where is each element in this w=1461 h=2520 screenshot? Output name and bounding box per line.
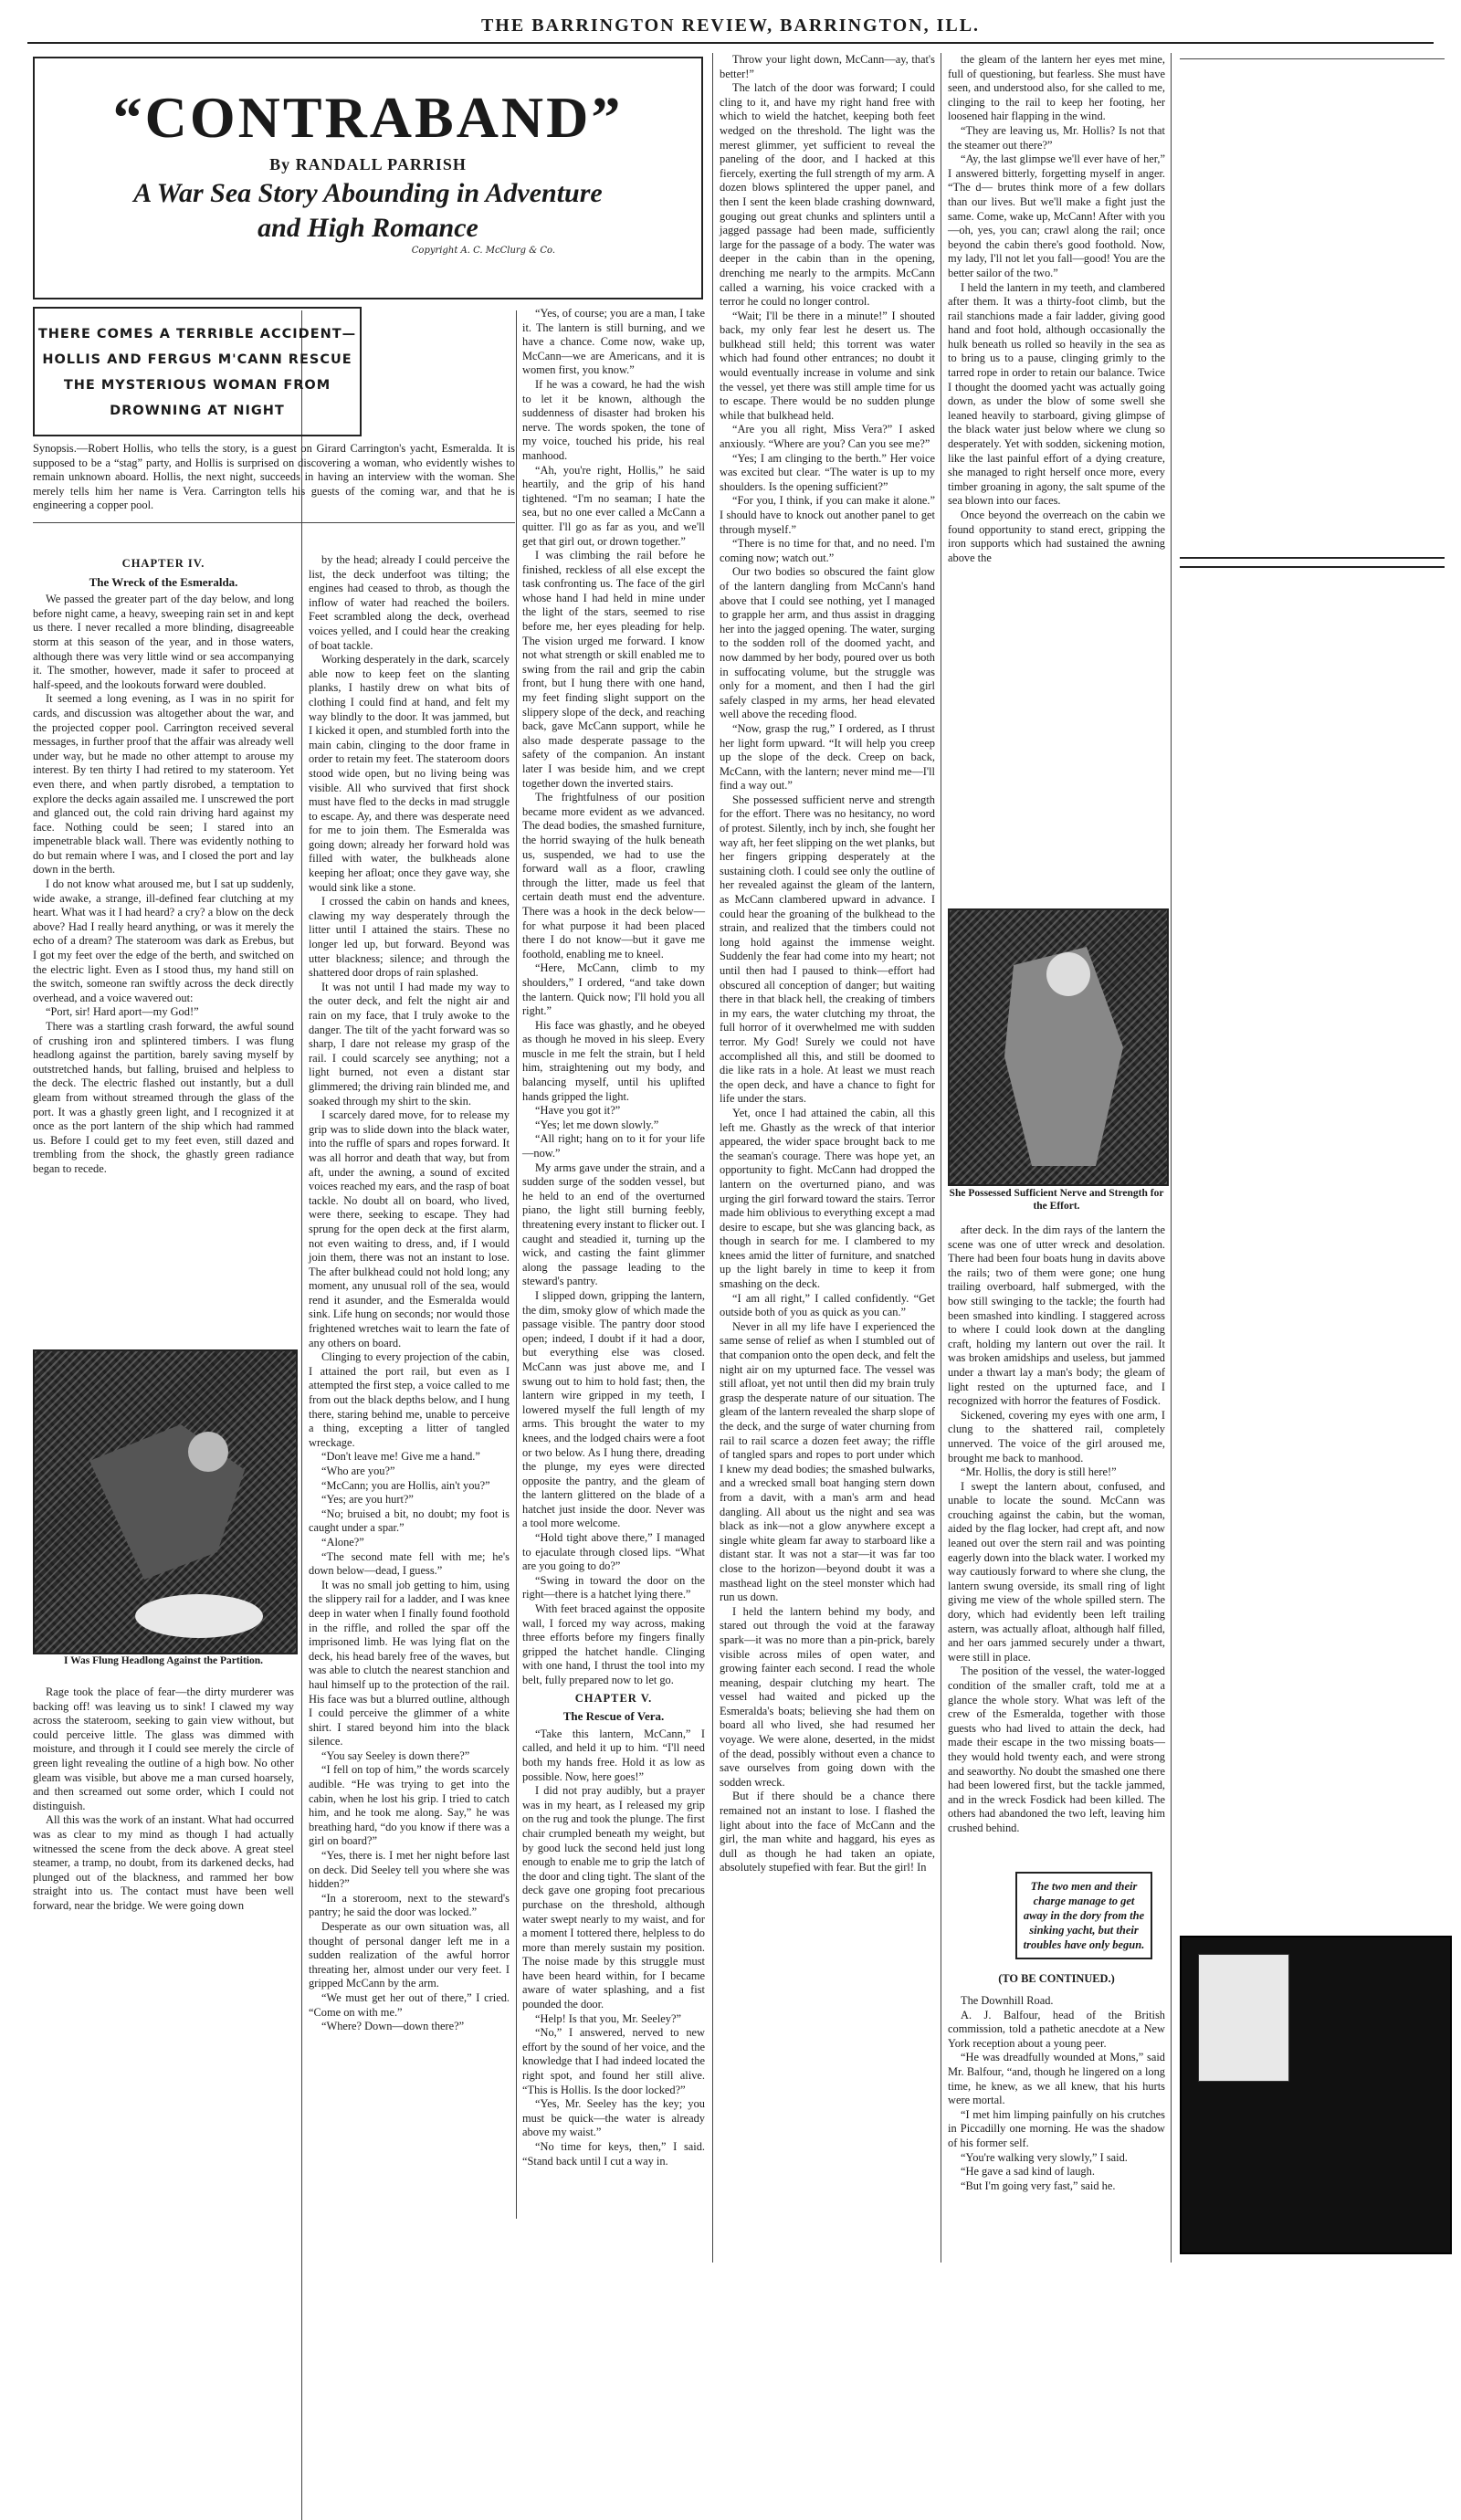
column-5	[948, 53, 1165, 565]
paragraph: A. J. Balfour, head of the British commission, told a pathetic anecdote at a New York reception about a young peer.	[948, 2008, 1165, 2050]
paragraph: “You say Seeley is down there?”	[321, 1748, 470, 1762]
story-copyright: Copyright A. C. McClurg & Co.	[411, 246, 555, 256]
story-title: “CONTRABAND”	[112, 85, 624, 150]
paragraph: Once beyond the overreach on the cabin we found opportunity to stand erect, gripping the iron supports which had sustained the awning above the	[948, 509, 1165, 564]
column-1-body	[33, 593, 294, 1176]
illustration-figure-icon	[950, 910, 1167, 1184]
paragraph: “Are you all right, Miss Vera?” I asked anxiously. “Where are you? Can you see me?”	[720, 423, 935, 451]
column-5c	[948, 1994, 1165, 2193]
paragraph: “Hold tight above there,” I managed to ejaculate through closed lips. “What are you going to do?”	[522, 1531, 705, 1573]
paragraph: “Yes; I am clinging to the berth.” Her voice was excited but clear. “The water is up to my shoulders. Is the opening sufficient?”	[720, 451, 935, 493]
paragraph: The latch of the door was forward; I could cling to it, and have my right hand free with which to wield the hatchet, keeping both feet wedged on the threshold. The light was the merest glimmer, yet sufficient to reveal the paneling of the door, and I hacked at this fiercely, exerting the full strength of my arm. A dozen blows splintered the upper panel, and then I sent the keen blade crashing downward, gouging out great chunks and splinters until a jagged passage had been made, sufficiently large for the passage of a body. The water was deeper in the cabin than in the opening, drenching me nearly to the armpits. McCann called a warning, his voice cracked with a terror he could no longer control.	[720, 81, 935, 309]
paragraph: “Have you got it?”	[535, 1104, 621, 1118]
story-headline: THERE COMES A TERRIBLE ACCIDENT—HOLLIS AND FERGUS M'CANN RESCUE THE MYSTERIOUS WOMAN FROM DROWNING AT NIGHT	[33, 307, 362, 436]
paragraph: The Downhill Road.	[961, 1994, 1054, 2007]
paragraph: The position of the vessel, the water-logged condition of the smaller craft, told me at a glance the whole story. What was left of the crew of the Esmeralda, together with those guests who had lived to attain the deck, had made their escape in the two missing boats—they would hold twenty each, and were strong and seaworthy. No doubt the smashed one there had been lowered first, but the tackle jammed, and in the wreck Fosdick had been killed. The others had abandoned the two left, leaving him crushed behind.	[948, 1664, 1165, 1834]
column-1b	[33, 1685, 294, 1914]
paragraph: “McCann; you are Hollis, ain't you?”	[321, 1478, 490, 1492]
paragraph: Rage took the place of fear—the dirty murderer was backing off! was leaving us to sink! I clawed my way across the stateroom, seeking to gain view without, but could perceive little. The glass was dimmed with moisture, and through it I could see merely the circle of green light revealing the outline of a high bow. No other gleam was visible, but above me a man cursed hoarsely, and then screamed out some order, which I could not distinguish.	[33, 1685, 294, 1812]
column-5b	[948, 1223, 1165, 1836]
paragraph: “Ay, the last glimpse we'll ever have of her,” I answered bitterly, forgetting myself in anger. “The d— brutes think more of a few dollars than our lives. But we'll make a fight just the same. Come, wake up, McCann! After with you—oh, yes, you can; crawl along the rail; once beyond the cabin there's good foothold. Now, my lady, I'll not let you fall—good! You are the better sailor of the two.”	[948, 152, 1165, 279]
paragraph: But if there should be a chance there remained not an instant to lose. I flashed the light about into the face of McCann and the girl, the man white and haggard, his eyes as dull as though he had taken an opiate, absolutely stupefied with fear. But the girl! In	[720, 1790, 935, 1874]
column-2-body	[309, 553, 510, 2034]
column-1b-body	[33, 1685, 294, 1914]
illustration-sufficient-nerve	[948, 908, 1169, 1186]
paragraph: I scarcely dared move, for to release my grip was to slide down into the black water, into the ruffle of spars and ropes forward. It was all horror and death that way, but from aft, under the awning, a sound of excited voices reached my ears, and the rasp of boat tackle. No doubt all on board, who lived, were there, seeking to escape. They had sprung for the open deck at the first alarm, not even waiting to dress, and, if I would join them, there was not an instant to lose. The after bulkhead could not hold long; any moment, any unusual roll of the sea, would rend it asunder, and the Esmeralda would sink. Life hung on seconds; nor would those frightened wretches wait to learn the fate of any others on board.	[309, 1108, 510, 1349]
paragraph: “Now, grasp the rug,” I ordered, as I thrust her light form upward. “It will help you creep up the slope of the deck. Creep on back, McCann, with the lantern; never mind me—I'll find a way out.”	[720, 721, 935, 793]
masthead-title: THE BARRINGTON REVIEW, BARRINGTON, ILL.	[480, 15, 981, 36]
column-3b-body	[522, 1727, 705, 2168]
paragraph: It was no small job getting to him, using the slippery rail for a ladder, and I was knee deep in water when I finally found foothold in the riffle, and rolled the spar off the imprisoned limb. He was lying flat on the deck, his head barely free of the waves, but was able to clutch the nearest stanchion and haul himself up to the protection of the rail. His face was but a blurred outline, although I could perceive the glimmer of a white shirt. I stared beyond him into the black silence.	[309, 1578, 510, 1748]
paragraph: by the head; already I could perceive the list, the deck underfoot was tilting; the engines had ceased to throb, as though the inflow of water had reached the boilers. Feet scrambled along the deck, overhead voices yelled, and I could hear the creaking of boat tackle.	[309, 553, 510, 652]
paragraph: “I met him limping painfully on his crutches in Piccadilly one morning. He was the shadow of his former self.	[948, 2107, 1165, 2149]
paragraph: “Alone?”	[321, 1535, 364, 1549]
paragraph: the gleam of the lantern her eyes met mine, full of questioning, but fearless. She must have seen, and understood also, for she called to me, clinging to the rail to keep her footing, her loosened hair flapping in the wind.	[948, 53, 1165, 123]
paragraph: “We must get her out of there,” I cried. “Come on with me.”	[309, 1990, 510, 2019]
paragraph: It was not until I had made my way to the outer deck, and felt the night air and rain on my face, that I truly awoke to the danger. The tilt of the yacht forward was so sharp, I dare not release my grasp of the rail. I could scarcely see anything; not a light burned, not even a distant star glimmered; the driving rain blinded me, and soaked through my shirt to the skin.	[309, 980, 510, 1108]
column-5b-body	[948, 1223, 1165, 1836]
paragraph: I did not pray audibly, but a prayer was in my heart, as I released my grip on the rug and took the plunge. The first chair crumpled beneath my weight, but by good luck the second held just long enough to enable me to grip the latch of the door and cling tight. The slant of the deck gave one groping foot precarious purchase on the threshold, although water swept nearly to my waist, and for a moment I tottered there, helpless to do more than merely sustain my position. The noise made by this struggle must have been heard within, for I became aware of water splashing, and a fist pounded the door.	[522, 1784, 705, 2011]
paragraph: “In a storeroom, next to the steward's pantry; he said the door was locked.”	[309, 1891, 510, 1919]
synopsis: Synopsis.—Robert Hollis, who tells the story, is a guest on Girard Carrington's yacht, Esmeralda. It is supposed to be a “stag” party, and Hollis is surprised on discovering a woman, who evidently wishes to remain unknown aboard. Hollis, the next night, succeeds in having an interview with the woman. She merely tells him her name is Vera. Carrington tells his guests of the coming war, and that he is engineering a copper pool.	[33, 442, 515, 523]
paragraph: “He gave a sad kind of laugh.	[961, 2165, 1095, 2179]
paragraph: “Yes; let me down slowly.”	[535, 1118, 659, 1131]
paragraph: All this was the work of an instant. What had occurred was as clear to my mind as though I had actually witnessed the scene from the deck above. A great steel steamer, a tramp, no doubt, from its darkened decks, had plunged out of the blackness, and rammed her bow straight into us. The contact must have been well forward, near the bridge. We were going down	[33, 1813, 294, 1912]
story-subtitle-2: and High Romance	[258, 213, 478, 243]
paragraph: “Don't leave me! Give me a hand.”	[321, 1450, 480, 1464]
paragraph: The frightfulness of our position became more evident as we advanced. The dead bodies, the smashed furniture, the horrid swaying of the hulk beneath us, suspended, we had to use the forward wall as a floor, crawling through the litter, made us feel that certain death must end the adventure. There was a hook in the deck below—for what purpose it had been placed there I do not know—but it gave me foothold, enabling me to kneel.	[522, 791, 705, 961]
paragraph: after deck. In the dim rays of the lantern the scene was one of utter wreck and desolation. There had been four boats hung in davits above the rails; two of them were gone; one hung trailing overboard, half submerged, with the bow still swinging to the tackle; the fourth had been smashed into kindling. I staggered across to where I could look down at the dangling craft, holding my lantern out over the rail. It was broken amidships and useless, but jammed under a thwart lay a man's body; the gleam of light rested on the upturned face, and I recognized with horror the features of Fosdick.	[948, 1223, 1165, 1408]
masthead	[27, 9, 1434, 44]
chapter-5-title: The Rescue of Vera.	[562, 1709, 665, 1724]
chapter-5-heading: CHAPTER V.	[574, 1691, 653, 1705]
paragraph: “But I'm going very fast,” said he.	[961, 2179, 1116, 2192]
paragraph: “All right; hang on to it for your life—now.”	[522, 1132, 705, 1160]
paragraph: Never in all my life have I experienced the same sense of relief as when I stumbled out of that companion onto the open deck, and felt the night air on my upturned face. The vessel was still afloat, yet not until then did my brain truly grasp the desperate nature of our situation. The gleam of the lantern revealed the sharp slope of the deck, and the surge of water churning from rail to rail scarce a dozen feet away; the riffle of tangled spars and ropes to port under which I knew my dead bodies; the smashed bulwarks, and a wrecked small boat hanging stern down from a davit, with a man's arm and head dangling. All about us the night and sea was black as ink—not a glow anywhere except a single white gleam far away to starboard like a distant star. It was not a star—it was far too close to the horizon—beyond doubt it was a masthead light on the steel monster which had run us down.	[720, 1319, 935, 1604]
paragraph: “Wait; I'll be there in a minute!” I shouted back, my only fear lest he desert us. The bulkhead still held; this torrent was water which had found other entrances; no doubt it would eventually increase in volume and sink the vessel, yet there was still ample time for us to escape. There would be no sudden plunge while that bulkhead held.	[720, 309, 935, 422]
paragraph: I held the lantern in my teeth, and clambered after them. It was a thirty-foot climb, but the rail stanchions made a fair ladder, giving good hand and foot hold, although occasionally the hulk beneath us rolled so heavily in the sea as to bring us to a pause, clinging grimly to the tarred rope in order to retain our balance. Twice I thought the doomed yacht was actually going down, as under the blow of some swell she leaned heavily to starboard, giving glimpse of the black water just below where we clung so desperately. Yet with sodden, sickening motion, like the last painful effort of a dying creature, she managed to right herself once more, every timber groaning in agony, the salt spume of the sea blown into our faces.	[948, 280, 1165, 508]
paragraph: “The second mate fell with me; he's down below—dead, I guess.”	[309, 1549, 510, 1578]
paragraph: My arms gave under the strain, and a sudden surge of the sodden vessel, but he held to an end of the overturned piano, the light still burning feebly, threatening every instant to flicker out. I caught and steadied it, turning up the wick, and casting the faint glimmer along the passage leading to the steward's pantry.	[522, 1160, 705, 1288]
paragraph: We passed the greater part of the day below, and long before night came, a heavy, sweeping rain set in and kept us there. I never recalled a more blinding, disagreeable storm at this season of the year, and in those waters, although there was very little wind or sea accompanying it. The smother, however, made it safer to proceed at half-speed, and the lookouts forward were doubled.	[33, 593, 294, 691]
paragraph: “Yes, of course; you are a man, I take it. The lantern is still burning, and we have a chance. Come now, wake up, McCann—we are Americans, and it is women first, you know.”	[522, 307, 705, 377]
paragraph: “I fell on top of him,” the words scarcely audible. “He was trying to get into the cabin, when he lost his grip. I tried to catch him, and he took me along. Say,” he was breathing hard, “do you know if there was a girl on board?”	[309, 1763, 510, 1848]
paragraph: “Mr. Hollis, the dory is still here!”	[961, 1465, 1117, 1479]
paragraph: “He was dreadfully wounded at Mons,” said Mr. Balfour, “and, though he lingered on a long time, he knew, as we all knew, that his hurts were mortal.	[948, 2051, 1165, 2107]
paragraph: I swept the lantern about, confused, and unable to locate the sound. McCann was crouching against the cabin, but the woman, aided by the flag locker, had crept aft, and now leaned out over the stern rail and was pointing eagerly down into the black water. I worked my way cautiously forward to where she clung, the lantern swung overside, its small ring of light giving me view of the whole spilled stern. The dory, which had evidently been left trailing astern, was actually afloat, although half filled, and her oars jammed securely under a thwart, were still in place.	[948, 1479, 1165, 1664]
paragraph: “Yes, there is. I met her night before last on deck. Did Seeley tell you where she was hidden?”	[309, 1849, 510, 1891]
paragraph: “Yes; are you hurt?”	[321, 1493, 414, 1507]
illustration-figure-icon	[35, 1351, 296, 1653]
paragraph: “No time for keys, then,” I said. “Stand back until I cut a way in.	[522, 2140, 705, 2168]
paragraph: “Port, sir! Hard aport—my God!”	[46, 1005, 199, 1019]
paragraph: “Here, McCann, climb to my shoulders,” I ordered, “and take down the lantern. Quick now; I'll hold you all right.”	[522, 961, 705, 1018]
paragraph: His face was ghastly, and he obeyed as though he moved in his sleep. Every muscle in me felt the strain, but I held him, straightening out my body, and balancing myself, until his uplifted hands gripped the light.	[522, 1018, 705, 1103]
illustration-flung-headlong	[33, 1349, 298, 1654]
paragraph: Sickened, covering my eyes with one arm, I clung to the shattered rail, completely unnerved. The voice of the girl aroused me, brought me back to manhood.	[948, 1408, 1165, 1465]
ad-asthma	[1180, 53, 1445, 59]
story-byline: By RANDALL PARRISH	[269, 155, 467, 173]
paragraph: I held the lantern behind my body, and stared out through the void at the faraway spark—it was no more than a pin-prick, barely visible across miles of open water, and growing fainter each second. I read the whole meaning, despair clutching my heart. The vessel had waited and picked up the Esmeralda's boats; believing she had them on board all who lived, she had resumed her voyage. We were alone, deserted, in the midst of the dead, possibly without even a chance to save ourselves from going down with the sodden wreck.	[720, 1604, 935, 1789]
paragraph: There was a startling crash forward, the awful sound of crushing iron and splintered timbers. I was flung headlong against the partition, barely saving myself by outstretched hands, but falling, bruised and helpless to the deck. The electric flashed out instantly, but a dull gleam from without streamed through the glass of the port. It was a ghastly green light, and I recognized it at once as the port lantern of the ship which had rammed us. Before I could get to my feet even, still dazed and trembling from the shock, the ghastly green radiance began to recede.	[33, 1020, 294, 1175]
boxed-note: The two men and their charge manage to get away in the dory from the sinking yacht, but their troubles have only begun.	[1015, 1872, 1152, 1959]
column-4-body	[720, 53, 935, 1875]
column-rule	[301, 310, 302, 2520]
paragraph: If he was a coward, he had the wish to let it be known, although the suddenness of disaster had broken his nerve. The words spoken, the tone of my voice, touched his pride, his real manhood.	[522, 377, 705, 462]
paragraph: “Where? Down—down there?”	[321, 2020, 465, 2033]
to-be-continued: (TO BE CONTINUED.)	[998, 1972, 1115, 1985]
paragraph: With feet braced against the opposite wall, I forced my way across, making three efforts before my fingers finally gripped the hatchet handle. Clinging with one hand, I thrust the tool into my belt, fully prepared now to let go.	[522, 1602, 705, 1686]
column-rule	[1171, 53, 1172, 2263]
paragraph: It seemed a long evening, as I was in no spirit for cards, and discussion was altogether about the war, and the projected copper pool. Carrington received several messages, in further proof that the affair was already well under way, but he made no other attempt to arouse my interest. By ten thirty I had retired to my stateroom. Yet even there, and when partly disrobed, a temptation to explore the decks again assailed me. I unscrewed the port and glanced out, the cold rain driving hard against my face. Nothing could be seen; I stared into an impenetrable black wall. There was evidently nothing to do but remain where I was, and I closed the port and lay down in the berth.	[33, 692, 294, 877]
ad-women	[1180, 557, 1445, 573]
paragraph: “Take this lantern, McCann,” I called, and held it up to him. “I'll need both my hands free. Hold it as low as possible. Now, here goes!”	[522, 1727, 705, 1783]
paragraph: “They are leaving us, Mr. Hollis? Is not that the steamer out there?”	[948, 123, 1165, 152]
paragraph: “There is no time for that, and no need. I'm coming now; watch out.”	[720, 537, 935, 564]
column-3-body	[522, 307, 705, 1688]
caption-sufficient-nerve: She Possessed Sufficient Nerve and Strength for the Effort.	[949, 1188, 1164, 1212]
column-4	[720, 53, 935, 1875]
column-2	[309, 553, 510, 2034]
column-3	[522, 307, 705, 2168]
ad-grape-nuts	[1180, 1936, 1452, 2254]
column-5c-body	[948, 1994, 1165, 2193]
paragraph: Throw your light down, McCann—ay, that's better!”	[720, 53, 935, 80]
paragraph: Clinging to every projection of the cabin, I attained the port rail, but even as I attempted the first step, a voice called to me from out the black depths below, and I hung there, staring behind me, unable to perceive a thing, excepting a litter of tangled wreckage.	[309, 1350, 510, 1449]
paragraph: She possessed sufficient nerve and strength for the effort. There was no hesitancy, no word of protest. Silently, inch by inch, she fought her way aft, her feet slipping on the wet planks, but her fingers gripping desperately at the sustaining cloth. I could see only the outline of her revealed against the gleam of the lantern, as McCann clambered upward in advance. I could hear the groaning of the bulkhead to the strain, and realized that the timbers could not long hold against the immense weight. Suddenly the fear had come into my heart; not until then had I paused to think—effort had obscured all conception of danger; but waiting there in that black hell, the creaking of timbers in my ears, the water clutching my throat, the full horror of it overwhelmed me with sudden terror. My God! Surely we could not have accomplished all this, and still be doomed to die like rats in a hole. At least we must reach the open deck, and have a chance to fight for life under the stars.	[720, 793, 935, 1106]
column-rule	[712, 53, 713, 2263]
paragraph: Desperate as our own situation was, all thought of personal danger left me in a sudden realization of the awful horror threating her, almost under our very feet. I gripped McCann by the arm.	[309, 1920, 510, 1990]
story-subtitle-1: A War Sea Story Abounding in Adventure	[133, 178, 603, 208]
caption-flung-headlong: I Was Flung Headlong Against the Partition.	[63, 1655, 263, 1666]
paragraph: “Yes, Mr. Seeley has the key; you must be quick—the water is already above my waist.”	[522, 2097, 705, 2139]
paragraph: “You're walking very slowly,” I said.	[961, 2150, 1128, 2164]
column-1	[33, 553, 294, 1177]
column-5-body	[948, 53, 1165, 565]
paragraph: Working desperately in the dark, scarcely able now to keep feet on the slanting planks, I hastily drew on what bits of clothing I could find at hand, and felt my way blindly to the door. It was jammed, but I kicked it open, and stumbled forth into the main cabin, clinging to the door frame in order to retain my feet. The stateroom doors stood wide open, but no living being was visible. All who survived that first shock must have fled to the decks in mad struggle to escape. Ay, and there was desperate need for me to join them. The Esmeralda was going down; already her forward hold was filled with water, the bulkheads alone keeping her afloat; once they gave way, she would sink like a stone.	[309, 653, 510, 894]
paragraph: Yet, once I had attained the cabin, all this left me. Ghastly as the wreck of that interior appeared, the wider space brought back to me the seaman's courage. There was hope yet, an opportunity to fight. McCann had dropped the lantern on the overturned piano, and was urging the girl forward toward the stairs. Terror made him oblivious to everything except a mad desire to escape, but she was glancing back, as though in search for me. I clambered to my knees amid the litter of furniture, and snatched up the light barely in time to keep it from smashing on the deck.	[720, 1106, 935, 1291]
paragraph: “No,” I answered, nerved to new effort by the sound of her voice, and the knowledge that I had indeed located the right spot, and found her still alive. “This is Hollis. Is the door locked?”	[522, 2026, 705, 2096]
story-header	[33, 57, 703, 299]
paragraph: “Ah, you're right, Hollis,” he said heartily, and the grip of his hand tightened. “I'm no seaman; I hate the sea, but no one ever called a McCann a quitter. I'll go as far as you, and we'll get that girl out, or drown together.”	[522, 463, 705, 548]
paragraph: I crossed the cabin on hands and knees, clawing my way desperately through the litter until I attained the stairs. These no longer led up, but forward. Beyond was utter blackness; silence; and through the shattered door drops of rain splashed.	[309, 895, 510, 980]
paragraph: I slipped down, gripping the lantern, the dim, smoky glow of which made the passage visible. The pantry door stood open; indeed, I doubt if it had a door, but everything else was closed. McCann was just above me, and I swung out to him to hold fast; then, the lantern wire gripped in my teeth, I lowered myself the full length of my arms. This brought the water to my knees, and the lodged chairs were a foot or two below. As I hung there, dreading the plunge, my eyes were directed opposite the pantry, and the gleam of the lantern glittered on the blade of a hatchet just inside the door. Never was a tool more welcome.	[522, 1288, 705, 1530]
grape-nuts-package	[1198, 1954, 1289, 2082]
chapter-4-heading: CHAPTER IV.	[121, 557, 205, 570]
paragraph: “No; bruised a bit, no doubt; my foot is caught under a spar.”	[309, 1507, 510, 1535]
paragraph: I do not know what aroused me, but I sat up suddenly, wide awake, a strange, ill-defined fear clutching at my heart. What was it I had heard? a cry? a blow on the deck above? Had I really heard anything, or was it merely the echo of a dream? The stateroom was dark as Erebus, but I got my feet over the edge of the berth, and switched on the electric light. Even as I stood thus, my hand still on the switch, someone ran swiftly across the deck directly overhead, and a voice wavered out:	[33, 877, 294, 1004]
paragraph: “For you, I think, if you can make it alone.” I should have to knock out another panel to get through myself.”	[720, 494, 935, 536]
column-rule	[516, 310, 517, 2219]
paragraph: “Swing in toward the door on the right—there is a hatchet lying there.”	[522, 1573, 705, 1601]
paragraph: “I am all right,” I called confidently. “Get outside both of you as quick as you can.”	[720, 1291, 935, 1319]
chapter-4-title: The Wreck of the Esmeralda.	[89, 574, 238, 589]
paragraph: I was climbing the rail before he finished, reckless of all else except the task confronting us. The face of the girl whose hand I had held in mine under the light of the stars, seemed to rise before me, her eyes pleading for help. The vision urged me forward. I know not what strength or skill enabled me to swing from the rail and grip the cabin front, but I hung there with one hand, my feet finding slight support on the slippery slope of the deck, and reaching back, gave McCann support, while he also made desperate passage to the safety of the companion. An instant later I was beside him, and we crept together down the inverted stairs.	[522, 549, 705, 790]
paragraph: Our two bodies so obscured the faint glow of the lantern dangling from McCann's hand above that I could see nothing, yet I managed to grapple her arm, and thus assist in dragging her into the jagged opening. The water, surging to the sodden roll of the doomed yacht, and now dammed by her body, poured over us both in suffocating volume, but the struggle was only for a moment, and then I had the girl safely clasped in my arms, her head elevated well above the receding flood.	[720, 565, 935, 721]
paragraph: “Help! Is that you, Mr. Seeley?”	[535, 2011, 681, 2025]
paragraph: “Who are you?”	[321, 1465, 395, 1477]
